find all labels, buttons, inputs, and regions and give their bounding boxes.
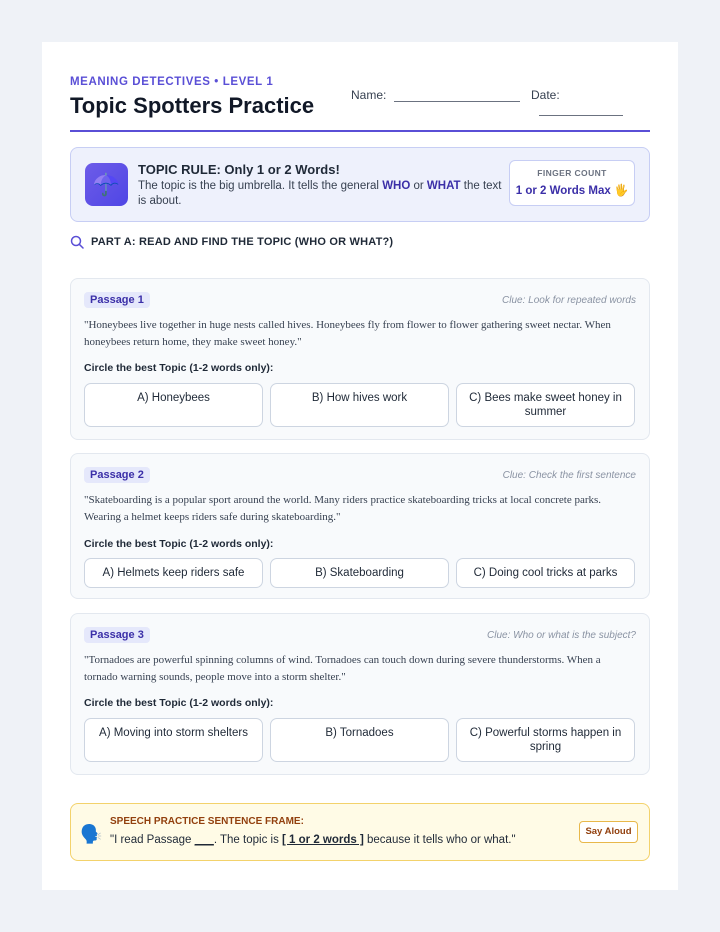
finger-count-card xyxy=(509,160,635,206)
answer-option-a[interactable]: A) Moving into storm shelters xyxy=(84,718,263,762)
topic-rule-box xyxy=(70,147,650,222)
topic-blank: [ 1 or 2 words ] xyxy=(282,834,364,846)
sentence-frame: "I read Passage ___. The topic is [ 1 or 2 words ] because it tells who or what." xyxy=(110,834,516,846)
passage-prompt: Circle the best Topic (1-2 words only): xyxy=(84,538,274,550)
part-a-title: PART A: READ AND FIND THE TOPIC (WHO OR WHAT?) xyxy=(91,236,394,248)
passage-prompt: Circle the best Topic (1-2 words only): xyxy=(84,362,274,374)
passage-card xyxy=(70,453,650,599)
search-icon xyxy=(70,235,84,249)
passage-prompt: Circle the best Topic (1-2 words only): xyxy=(84,697,274,709)
answer-option-b[interactable]: B) How hives work xyxy=(270,383,449,427)
date-field[interactable] xyxy=(531,88,650,116)
name-label: Name: xyxy=(351,88,387,102)
umbrella-icon: ☂️ xyxy=(85,163,128,206)
date-line[interactable] xyxy=(539,104,623,116)
passage-tag: Passage 3 xyxy=(84,627,150,643)
name-field[interactable] xyxy=(351,88,520,102)
answer-option-a[interactable]: A) Helmets keep riders safe xyxy=(84,558,263,588)
date-label: Date: xyxy=(531,88,560,102)
speech-practice-box xyxy=(70,803,650,861)
answer-options xyxy=(84,383,635,427)
answer-option-b[interactable]: B) Tornadoes xyxy=(270,718,449,762)
answer-options xyxy=(84,558,635,588)
speech-label: SPEECH PRACTICE SENTENCE FRAME: xyxy=(110,816,304,827)
passage-clue: Clue: Check the first sentence xyxy=(502,470,636,481)
answer-option-c[interactable]: C) Doing cool tricks at parks xyxy=(456,558,635,588)
series-kicker: MEANING DETECTIVES • LEVEL 1 xyxy=(70,76,274,88)
passage-card xyxy=(70,278,650,440)
say-aloud-button[interactable]: Say Aloud xyxy=(579,821,638,843)
rule-what: WHAT xyxy=(426,180,461,192)
answer-option-c[interactable]: C) Powerful storms happen in spring xyxy=(456,718,635,762)
worksheet-header xyxy=(70,76,650,132)
passage-tag: Passage 2 xyxy=(84,467,150,483)
rule-title: TOPIC RULE: Only 1 or 2 Words! xyxy=(138,162,340,177)
answer-options xyxy=(84,718,635,762)
passage-text: "Skateboarding is a popular sport around the world. Many riders practice skateboarding tricks at local concrete parks. Wearing a helmet keeps riders safe during skateboarding." xyxy=(84,494,602,523)
name-line[interactable] xyxy=(394,90,520,102)
worksheet-page xyxy=(42,42,678,890)
answer-option-c[interactable]: C) Bees make sweet honey in summer xyxy=(456,383,635,427)
rule-who: WHO xyxy=(382,180,411,192)
part-a-heading xyxy=(70,235,393,249)
page-title: Topic Spotters Practice xyxy=(70,93,315,118)
passage-card xyxy=(70,613,650,775)
passage-clue: Clue: Who or what is the subject? xyxy=(487,630,636,641)
passage-tag: Passage 1 xyxy=(84,292,150,308)
passage-text: "Tornadoes are powerful spinning columns of wind. Tornadoes can touch down during severe thunderstorms. When a tornado warning sounds, people move into a storm shelter." xyxy=(84,654,601,683)
passage-clue: Clue: Look for repeated words xyxy=(502,295,636,306)
answer-option-b[interactable]: B) Skateboarding xyxy=(270,558,449,588)
passage-blank[interactable]: ___ xyxy=(194,834,214,846)
finger-count-label: FINGER COUNT xyxy=(537,168,607,178)
rule-text: The topic is the big umbrella. It tells the general WHO or WHAT the text is about. xyxy=(138,180,502,207)
answer-option-a[interactable]: A) Honeybees xyxy=(84,383,263,427)
finger-count-value: 1 or 2 Words Max 🖐️ xyxy=(515,185,629,197)
passage-text: "Honeybees live together in huge nests called hives. Honeybees fly from flower to flower gathering sweet nectar. When honeybees return home, they make sweet honey." xyxy=(84,319,611,348)
speaking-head-icon: 🗣️ xyxy=(80,824,103,844)
